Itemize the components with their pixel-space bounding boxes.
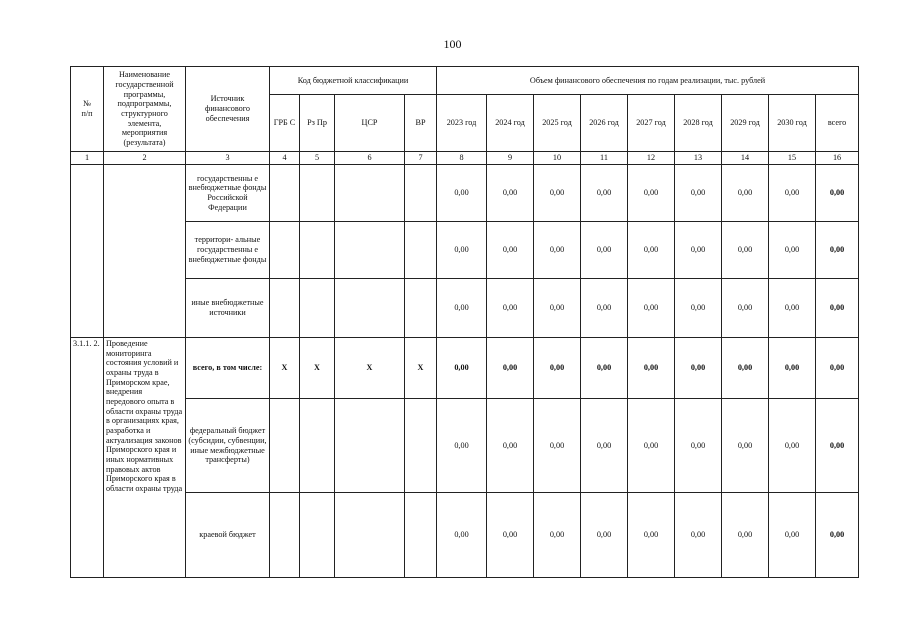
kbk-cell [300,222,335,279]
kbk-cell [335,279,405,338]
value-cell: 0,00 [487,338,534,399]
value-cell: 0,00 [769,222,816,279]
kbk-cell [300,279,335,338]
value-cell: 0,00 [534,493,581,578]
kbk-cell [300,493,335,578]
header-volume-group: Объем финансового обеспечения по годам реализации, тыс. рублей [437,67,859,95]
header-year: 2023 год [437,95,487,152]
table-row [71,222,859,279]
value-cell: 0,00 [628,222,675,279]
kbk-cell [405,493,437,578]
value-cell: 0,00 [628,338,675,399]
value-cell: 0,00 [722,222,769,279]
kbk-cell [405,222,437,279]
column-number: 5 [300,152,335,165]
source-cell: всего, в том числе: [186,338,270,399]
column-number: 6 [335,152,405,165]
kbk-cell [335,399,405,493]
value-cell: 0,00 [769,279,816,338]
column-number: 4 [270,152,300,165]
value-cell: 0,00 [675,279,722,338]
kbk-cell [270,165,300,222]
header-source: Источник финансового обеспечения [186,67,270,152]
value-cell: 0,00 [437,222,487,279]
value-cell: 0,00 [534,279,581,338]
value-cell: 0,00 [437,493,487,578]
page-number: 100 [443,37,462,51]
header-kbk-grbs: ГРБ С [270,95,300,152]
total-value-cell: 0,00 [816,222,859,279]
value-cell: 0,00 [722,338,769,399]
header-num: № п/п [71,67,104,152]
table-row [71,165,859,222]
value-cell: 0,00 [534,399,581,493]
kbk-cell [270,493,300,578]
name-cell [104,165,186,338]
column-number: 11 [581,152,628,165]
column-number: 12 [628,152,675,165]
header-kbk-rzpr: Рз Пр [300,95,335,152]
value-cell: 0,00 [722,279,769,338]
kbk-cell [300,399,335,493]
value-cell: 0,00 [628,493,675,578]
value-cell: 0,00 [722,165,769,222]
kbk-cell: X [335,338,405,399]
value-cell: 0,00 [769,165,816,222]
kbk-cell [405,165,437,222]
total-value-cell: 0,00 [816,493,859,578]
header-year: 2025 год [534,95,581,152]
source-cell: федеральный бюджет (субсидии, субвенции, иные межбюджетные трансферты) [186,399,270,493]
value-cell: 0,00 [769,493,816,578]
header-year: 2030 год [769,95,816,152]
value-cell: 0,00 [628,399,675,493]
source-cell: краевой бюджет [186,493,270,578]
table-row [71,399,859,493]
table-row [71,279,859,338]
value-cell: 0,00 [581,338,628,399]
total-value-cell: 0,00 [816,338,859,399]
kbk-cell [405,279,437,338]
kbk-cell [270,399,300,493]
kbk-cell: X [405,338,437,399]
value-cell: 0,00 [437,338,487,399]
header-kbk-csr: ЦСР [335,95,405,152]
column-number: 14 [722,152,769,165]
total-value-cell: 0,00 [816,165,859,222]
value-cell: 0,00 [437,279,487,338]
column-number: 7 [405,152,437,165]
header-name: Наименование государственной программы, подпрограммы, структурного элемента, мероприятия (результата) [104,67,186,152]
total-value-cell: 0,00 [816,399,859,493]
column-number: 2 [104,152,186,165]
table-row [71,338,859,399]
value-cell: 0,00 [534,222,581,279]
value-cell: 0,00 [769,338,816,399]
column-number-row [71,152,859,165]
value-cell: 0,00 [769,399,816,493]
value-cell: 0,00 [675,222,722,279]
value-cell: 0,00 [487,493,534,578]
value-cell: 0,00 [487,279,534,338]
value-cell: 0,00 [534,338,581,399]
kbk-cell [405,399,437,493]
value-cell: 0,00 [437,165,487,222]
header-year: 2029 год [722,95,769,152]
header-kbk-group: Код бюджетной классификации [270,67,437,95]
total-value-cell: 0,00 [816,279,859,338]
value-cell: 0,00 [675,165,722,222]
column-number: 16 [816,152,859,165]
value-cell: 0,00 [487,222,534,279]
value-cell: 0,00 [581,493,628,578]
measure-name-cell: Проведение мониторинга состояния условий и охраны труда в Приморском крае, внедрения передового опыта в области охраны труда в организациях края, разработка и актуализация законов Приморского края и иных нормативных правовых актов Приморского края в области охраны труда [104,338,186,578]
source-cell: государственны е внебюджетные фонды Российской Федерации [186,165,270,222]
value-cell: 0,00 [487,165,534,222]
column-number: 8 [437,152,487,165]
kbk-cell: X [300,338,335,399]
source-cell: иные внебюджетные источники [186,279,270,338]
value-cell: 0,00 [581,222,628,279]
kbk-cell [335,222,405,279]
value-cell: 0,00 [534,165,581,222]
column-number: 1 [71,152,104,165]
budget-table [70,66,859,578]
source-cell: территори- альные государственны е внебюджетные фонды [186,222,270,279]
measure-num-cell: 3.1.1. 2. [71,338,104,578]
value-cell: 0,00 [581,279,628,338]
kbk-cell [270,279,300,338]
value-cell: 0,00 [437,399,487,493]
header-year: 2027 год [628,95,675,152]
kbk-cell [270,222,300,279]
column-number: 9 [487,152,534,165]
value-cell: 0,00 [581,165,628,222]
column-number: 10 [534,152,581,165]
column-number: 3 [186,152,270,165]
value-cell: 0,00 [675,338,722,399]
header-year: 2024 год [487,95,534,152]
table-row [71,493,859,578]
kbk-cell [335,165,405,222]
kbk-cell [300,165,335,222]
value-cell: 0,00 [581,399,628,493]
value-cell: 0,00 [722,493,769,578]
value-cell: 0,00 [628,165,675,222]
header-year: 2026 год [581,95,628,152]
value-cell: 0,00 [675,493,722,578]
column-number: 13 [675,152,722,165]
kbk-cell: X [270,338,300,399]
header-total: всего [816,95,859,152]
num-cell [71,165,104,338]
kbk-cell [335,493,405,578]
value-cell: 0,00 [675,399,722,493]
value-cell: 0,00 [722,399,769,493]
value-cell: 0,00 [487,399,534,493]
header-year: 2028 год [675,95,722,152]
value-cell: 0,00 [628,279,675,338]
column-number: 15 [769,152,816,165]
header-kbk-vr: ВР [405,95,437,152]
